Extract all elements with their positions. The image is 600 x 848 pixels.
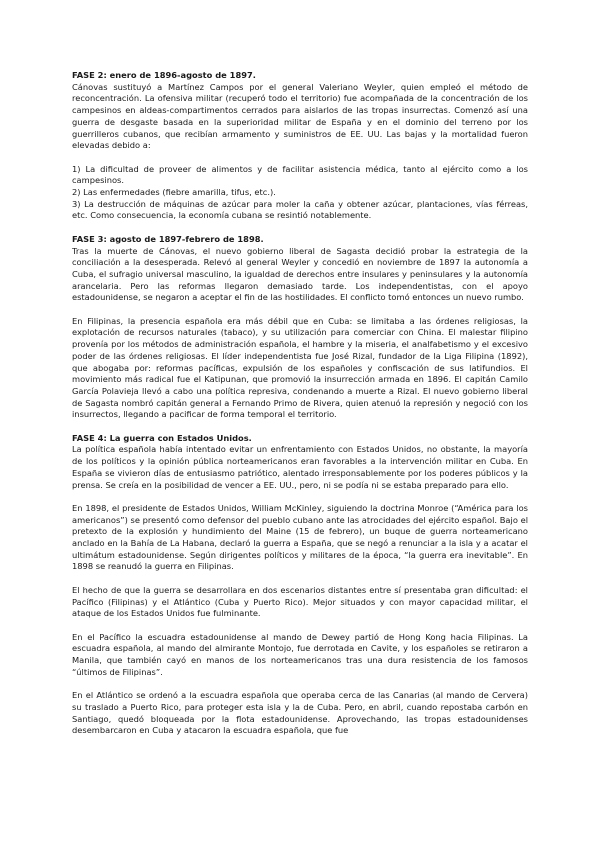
phase2-section <box>72 70 528 222</box>
phase4-heading: FASE 4: La guerra con Estados Unidos. <box>72 432 252 443</box>
phase2-list-item-2: 2) Las enfermedades (fiebre amarilla, tifus, etc.). <box>72 187 276 198</box>
phase2-heading: FASE 2: enero de 1896-agosto de 1897. <box>72 70 256 80</box>
philippines-paragraph: En Filipinas, la presencia española era más débil que en Cuba: se limitaba a las órdenes religiosas, la explotación de recursos naturales (tabaco), y su utilización para comerciar con China. El malestar filipino provenía por los métodos de administración española, el hambre y la miseria, el analfabetismo y el excesivo poder de las órdenes religiosas. El líder independentista fue José Rizal, fundador de la Liga Filipina (1892), que abogaba por: reformas pacíficas, expulsión de los españoles y confiscación de sus latifundios. El movimiento más radical fue el Katipunan, que promovió la insurrección armada en 1896. El capitán Camilo García Polavieja llevó a cabo una política represiva, condenando a muerte a Rizal. El nuevo gobierno liberal de Sagasta nombró capitán general a Fernando Primo de Rivera, quien atenuó la represión y negoció con los insurrectos, llegando a pacificar de forma temporal el territorio. <box>72 315 528 420</box>
philippines-section <box>72 316 528 421</box>
phase3-heading: FASE 3: agosto de 1897-febrero de 1898. <box>72 233 264 244</box>
phase2-list-item-3: 3) La destrucción de máquinas de azúcar para moler la caña y obtener azúcar, plantaciones, vías férreas, etc. Como consecuencia, la economía cubana se resintió notablemente. <box>72 198 528 221</box>
phase4-section <box>72 433 528 737</box>
phase2-paragraph: Cánovas sustituyó a Martínez Campos por el general Valeriano Weyler, quien empleó el método de reconcentración. La ofensiva militar (recuperó todo el territorio) fue acompañada de la concentración de los campesinos en aldeas-compartimentos cerrados para aislarlos de las tropas insurrectas. Comenzó así una guerra de desgaste basada en la superioridad militar de España y en el dominio del terreno por los guerrilleros cubanos, que recibían armamento y suministros de EE. UU. Las bajas y la mortalidad fueron elevadas debido a: <box>72 81 528 151</box>
phase3-section <box>72 234 528 304</box>
phase4-paragraph-1: La política española había intentado evitar un enfrentamiento con Estados Unidos, no obstante, la mayoría de los políticos y la opinión pública norteamericanos eran favorables a la intervención militar en Cuba. En España se vivieron días de entusiasmo patriótico, alentado irresponsablemente por los poderes públicos y la prensa. Se creía en la posibilidad de vencer a EE. UU., pero, ni se podía ni se estaba preparado para ello. <box>72 444 528 490</box>
phase4-paragraph-5: En el Atlántico se ordenó a la escuadra española que operaba cerca de las Canarias (al mando de Cervera) su traslado a Puerto Rico, para proteger esta isla y la de Cuba. Pero, en abril, cuando repostaba carbón en Santiago, quedó bloqueada por la flota estadounidense. Aprovechando, las tropas estadounidenses desembarcaron en Cuba y atacaron la escuadra española, que fue <box>72 690 528 736</box>
phase2-list-item-1: 1) La dificultad de proveer de alimentos y de facilitar asistencia médica, tanto al ejército como a los campesinos. <box>72 163 528 186</box>
phase4-paragraph-2: En 1898, el presidente de Estados Unidos, William McKinley, siguiendo la doctrina Monroe (“América para los americanos”) se presentó como defensor del pueblo cubano ante las atrocidades del ejército español. Bajo el pretexto de la explosión y hundimiento del Maine (15 de febrero), un buque de guerra norteamericano anclado en la Bahía de La Habana, declaró la guerra a España, que se negó a renunciar a la isla y a acatar el ultimátum estadounidense. Según dirigentes políticos y militares de la época, “la guerra era inevitable”. En 1898 se reanudó la guerra en Filipinas. <box>72 502 528 572</box>
document-page <box>72 70 528 737</box>
phase4-paragraph-3: El hecho de que la guerra se desarrollara en dos escenarios distantes entre sí presentaba gran dificultad: el Pacífico (Filipinas) y el Atlántico (Cuba y Puerto Rico). Mejor situados y con mayor capacidad militar, el ataque de los Estados Unidos fue fulminante. <box>72 584 528 619</box>
phase3-paragraph: Tras la muerte de Cánovas, el nuevo gobierno liberal de Sagasta decidió probar la estrategia de la conciliación a la desesperada. Relevó al general Weyler y concedió en noviembre de 1897 la autonomía a Cuba, el sufragio universal masculino, la igualdad de derechos entre insulares y peninsulares y la autonomía arancelaria. Pero las reformas llegaron demasiado tarde. Los independentistas, con el apoyo estadounidense, se negaron a aceptar el fin de las hostilidades. El conflicto tomó entonces un nuevo rumbo. <box>72 245 528 303</box>
phase4-paragraph-4: En el Pacífico la escuadra estadounidense al mando de Dewey partió de Hong Kong hacia Filipinas. La escuadra española, al mando del almirante Montojo, fue derrotada en Cavite, y los españoles se retiraron a Manila, que también cayó en manos de los norteamericanos tras una dura resistencia de los famosos “últimos de Filipinas”. <box>72 631 528 677</box>
